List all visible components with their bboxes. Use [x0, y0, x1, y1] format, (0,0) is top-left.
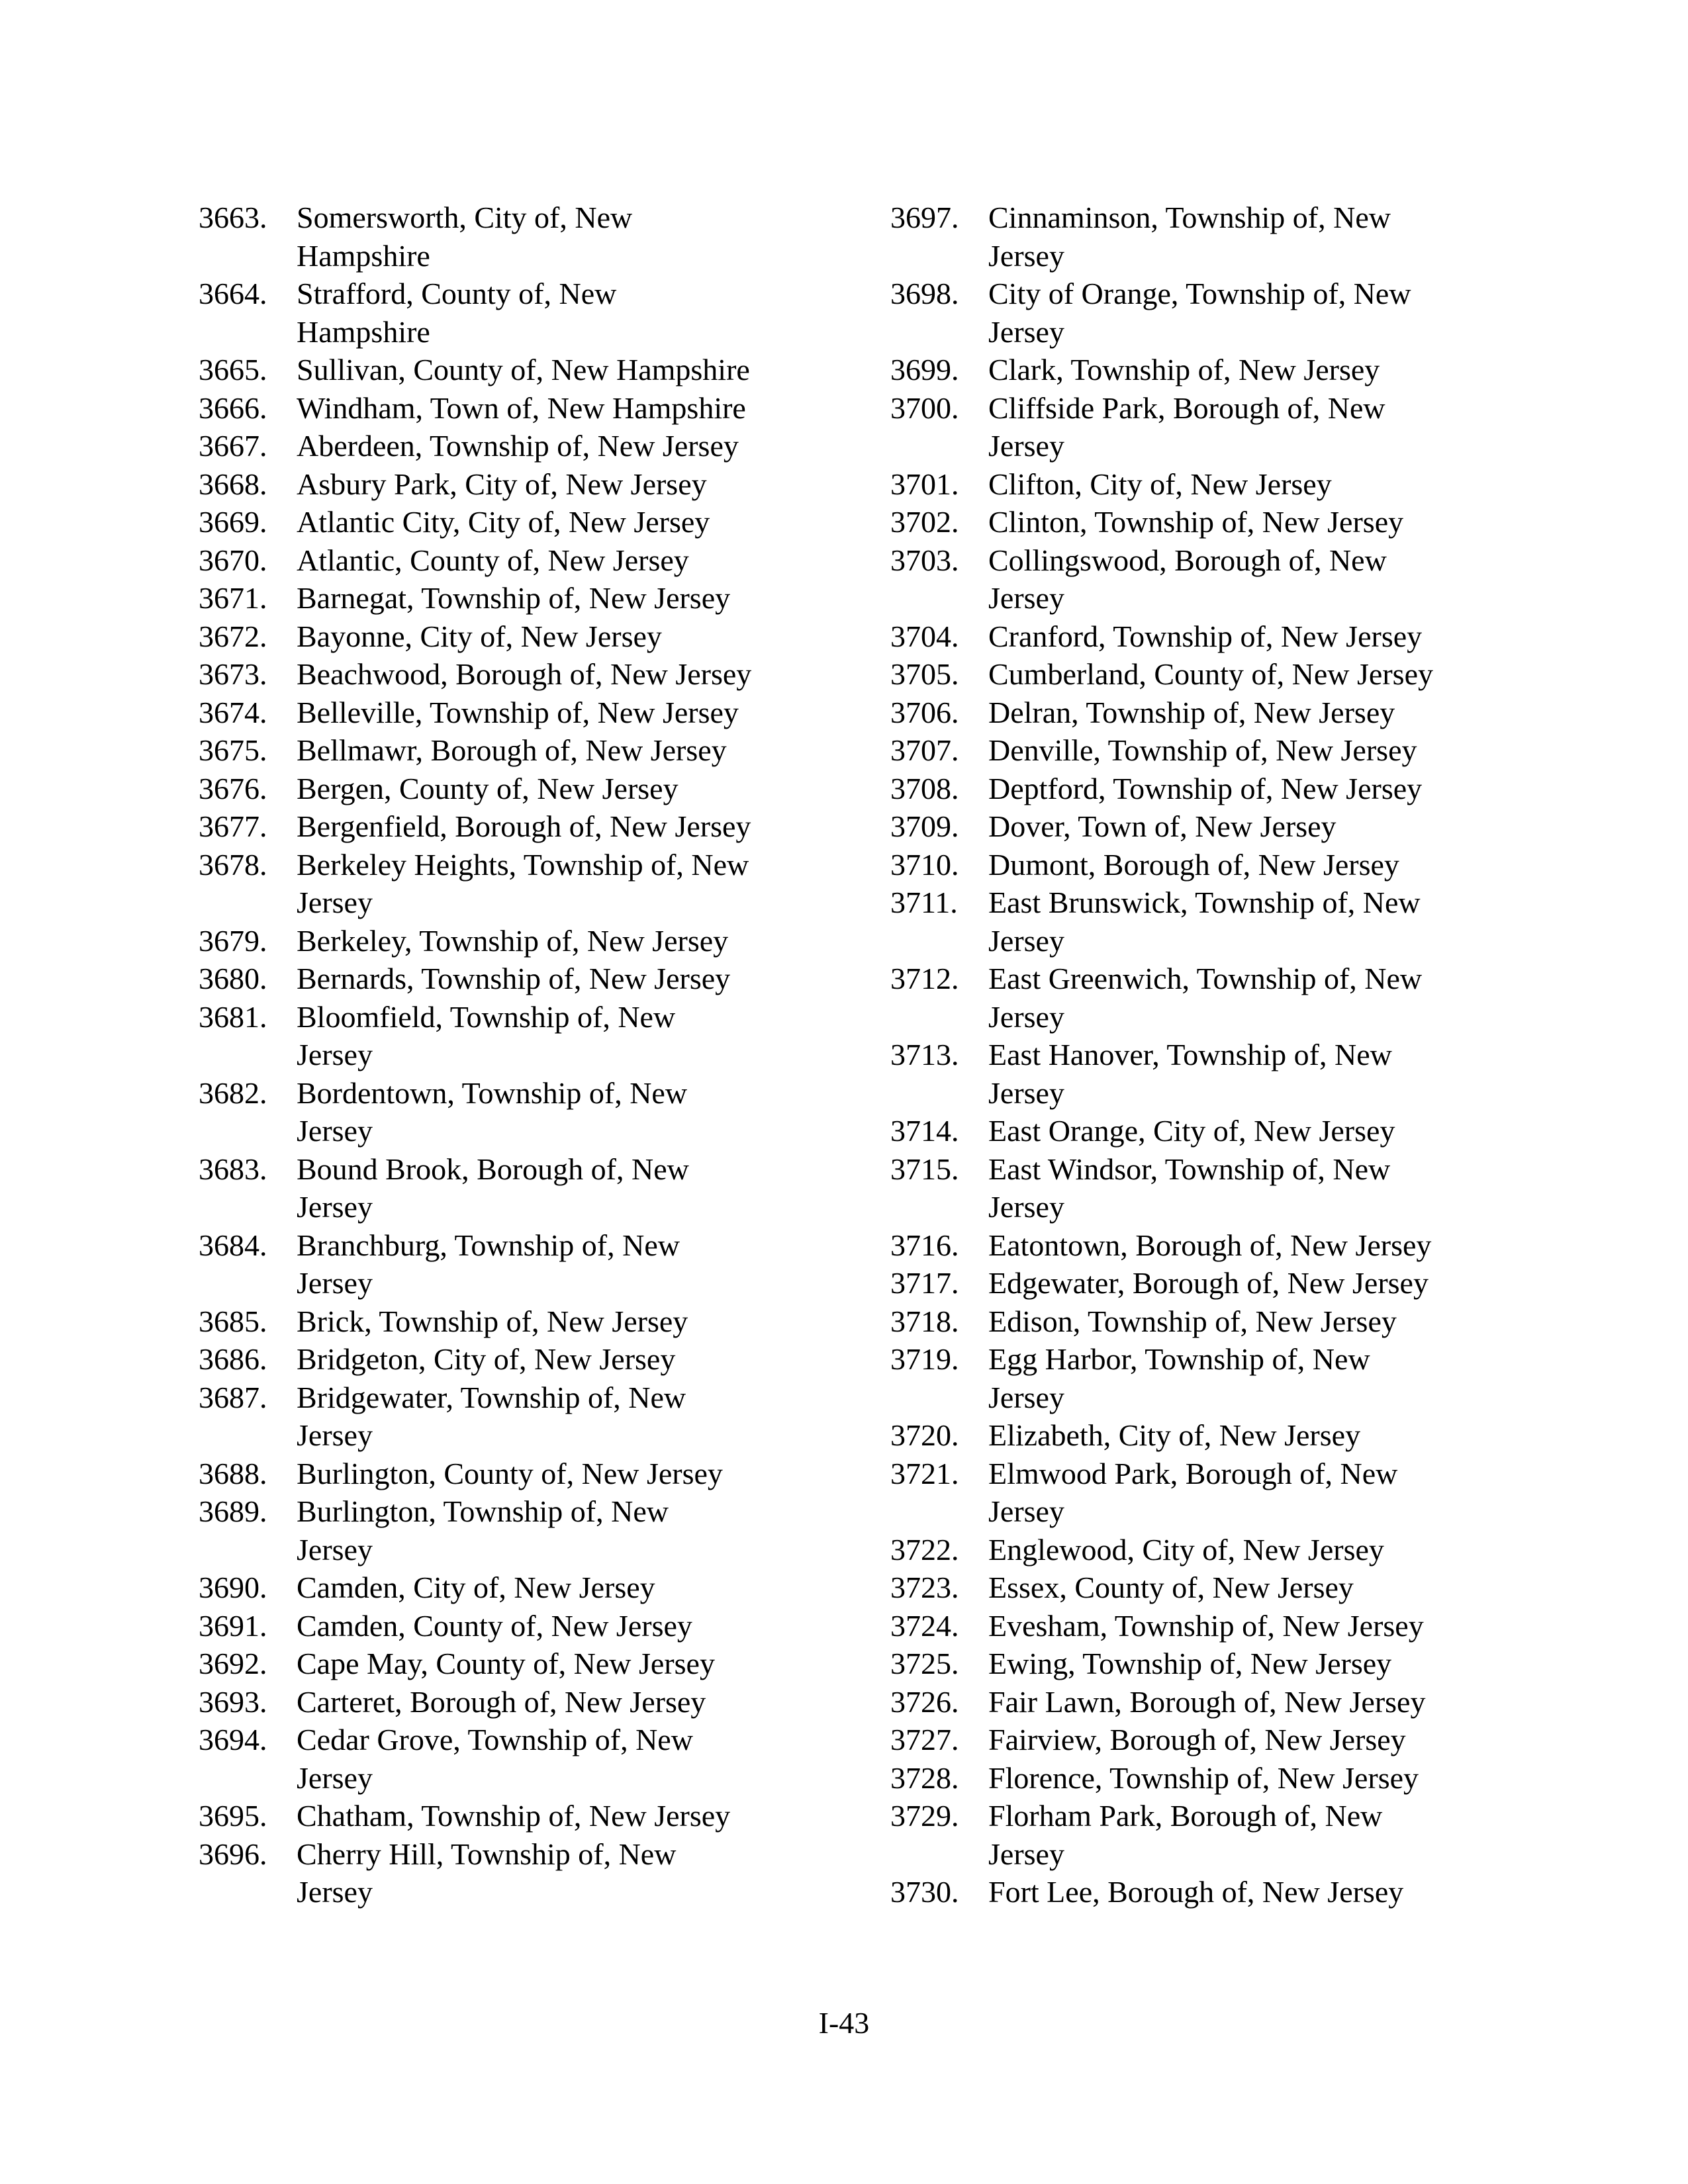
entry-number: 3677. [199, 809, 267, 843]
entry-line: Jersey [988, 1837, 1064, 1871]
entry-line: Jersey [297, 1190, 373, 1224]
entry-line: Cedar Grove, Township of, New [297, 1723, 693, 1756]
entry-text [988, 351, 1552, 389]
list-item [199, 427, 861, 465]
entry-line: Florham Park, Borough of, New [988, 1799, 1383, 1833]
entry-line: East Orange, City of, New Jersey [988, 1114, 1395, 1148]
entry-text [988, 731, 1552, 770]
entry-number: 3730. [890, 1875, 959, 1909]
entry-number: 3674. [199, 695, 267, 729]
entry-text [297, 1074, 861, 1150]
list-item [199, 541, 861, 580]
entry-number: 3664. [199, 277, 267, 310]
entry-number: 3727. [890, 1723, 959, 1756]
list-item [199, 389, 861, 428]
entry-line: Clifton, City of, New Jersey [988, 467, 1332, 501]
entry-line: Bergenfield, Borough of, New Jersey [297, 809, 751, 843]
entry-line: Carteret, Borough of, New Jersey [297, 1684, 706, 1719]
entry-line: Beachwood, Borough of, New Jersey [297, 657, 752, 691]
entry-text [988, 1264, 1552, 1302]
entry-line: Strafford, County of, New [297, 277, 617, 310]
entry-text [988, 1036, 1552, 1112]
entry-line: Englewood, City of, New Jersey [988, 1532, 1384, 1567]
entry-number: 3689. [199, 1494, 267, 1528]
entry-text [988, 1112, 1552, 1150]
entry-text [988, 1531, 1552, 1569]
list-item [890, 1455, 1552, 1531]
entry-number: 3695. [199, 1799, 267, 1833]
entry-text [988, 1607, 1552, 1645]
list-item [890, 807, 1552, 846]
left-column [199, 199, 861, 1911]
entry-number: 3690. [199, 1570, 267, 1604]
entry-text [988, 1416, 1552, 1455]
list-item [199, 579, 861, 617]
entry-text [297, 579, 861, 617]
list-item [199, 960, 861, 998]
entry-line: Bayonne, City of, New Jersey [297, 619, 662, 653]
entry-line: City of Orange, Township of, New [988, 277, 1411, 310]
list-item [890, 465, 1552, 504]
entry-number: 3729. [890, 1799, 959, 1833]
entry-number: 3703. [890, 543, 959, 577]
entry-text [297, 1302, 861, 1341]
entry-text [297, 275, 861, 351]
entry-number: 3691. [199, 1608, 267, 1643]
entry-number: 3682. [199, 1075, 267, 1110]
list-item [890, 1797, 1552, 1873]
entry-line: Cliffside Park, Borough of, New [988, 390, 1385, 425]
entry-text [297, 1683, 861, 1721]
entry-line: East Windsor, Township of, New [988, 1152, 1391, 1186]
entry-line: Jersey [297, 1875, 373, 1909]
entry-text [297, 655, 861, 694]
entry-line: Dumont, Borough of, New Jersey [988, 847, 1399, 882]
entry-number: 3715. [890, 1152, 959, 1186]
list-item [890, 655, 1552, 694]
entry-number: 3714. [890, 1114, 959, 1148]
entry-text [988, 275, 1552, 351]
entry-line: Clark, Township of, New Jersey [988, 353, 1380, 387]
entry-text [297, 1835, 861, 1911]
entry-line: Chatham, Township of, New Jersey [297, 1799, 731, 1833]
entry-text [297, 846, 861, 922]
entry-line: Jersey [988, 581, 1064, 615]
entry-number: 3724. [890, 1608, 959, 1643]
list-item [199, 731, 861, 770]
list-item [890, 1569, 1552, 1607]
entry-text [988, 1683, 1552, 1721]
list-item [890, 1226, 1552, 1265]
list-item [199, 922, 861, 960]
entry-line: Fairview, Borough of, New Jersey [988, 1723, 1406, 1756]
entry-line: Evesham, Township of, New Jersey [988, 1608, 1424, 1643]
entry-number: 3685. [199, 1304, 267, 1338]
entry-text [297, 1150, 861, 1226]
entry-line: Egg Harbor, Township of, New [988, 1342, 1370, 1376]
entry-number: 3712. [890, 962, 959, 995]
entry-number: 3706. [890, 695, 959, 729]
entry-line: Deptford, Township of, New Jersey [988, 771, 1423, 805]
entry-number: 3668. [199, 467, 267, 501]
entry-line: Camden, County of, New Jersey [297, 1608, 692, 1643]
list-item [199, 846, 861, 922]
entry-number: 3667. [199, 429, 267, 463]
list-item [199, 1721, 861, 1797]
list-item [199, 275, 861, 351]
list-item [890, 1112, 1552, 1150]
entry-text [988, 770, 1552, 808]
entry-text [297, 351, 861, 389]
entry-line: Delran, Township of, New Jersey [988, 695, 1395, 729]
entry-line: Florence, Township of, New Jersey [988, 1760, 1419, 1795]
entry-number: 3676. [199, 771, 267, 805]
list-item [890, 1531, 1552, 1569]
entry-number: 3692. [199, 1647, 267, 1680]
entry-line: Camden, City of, New Jersey [297, 1570, 655, 1604]
list-item [199, 694, 861, 732]
entry-line: Cranford, Township of, New Jersey [988, 619, 1423, 653]
list-item [890, 770, 1552, 808]
list-item [199, 770, 861, 808]
entry-text [297, 199, 861, 275]
entry-number: 3669. [199, 505, 267, 539]
entry-text [297, 1645, 861, 1683]
entry-line: Jersey [297, 1418, 373, 1452]
entry-number: 3675. [199, 733, 267, 767]
entry-line: Jersey [988, 1075, 1064, 1110]
entry-text [297, 1226, 861, 1302]
entry-text [297, 1607, 861, 1645]
list-item [199, 1150, 861, 1226]
entry-line: Burlington, County of, New Jersey [297, 1456, 723, 1490]
entry-text [297, 389, 861, 428]
list-item [199, 1797, 861, 1835]
entry-text [297, 694, 861, 732]
entry-line: Cinnaminson, Township of, New [988, 201, 1391, 234]
entry-number: 3720. [890, 1418, 959, 1452]
entry-number: 3693. [199, 1684, 267, 1719]
entry-number: 3707. [890, 733, 959, 767]
entry-line: Somersworth, City of, New [297, 201, 633, 234]
entry-line: East Brunswick, Township of, New [988, 886, 1421, 919]
list-item [890, 1416, 1552, 1455]
entry-line: Cherry Hill, Township of, New [297, 1837, 677, 1871]
entry-text [988, 1645, 1552, 1683]
entry-text [297, 617, 861, 656]
list-item [890, 884, 1552, 960]
entry-line: Berkeley Heights, Township of, New [297, 847, 749, 882]
entry-number: 3700. [890, 390, 959, 425]
list-item [199, 1835, 861, 1911]
right-column [890, 199, 1552, 1911]
entry-line: Ewing, Township of, New Jersey [988, 1647, 1392, 1680]
entry-line: Fort Lee, Borough of, New Jersey [988, 1875, 1404, 1909]
list-item [890, 389, 1552, 465]
entry-number: 3694. [199, 1723, 267, 1756]
entry-number: 3688. [199, 1456, 267, 1490]
list-item [199, 1074, 861, 1150]
entry-text [988, 1226, 1552, 1265]
entry-text [297, 1379, 861, 1455]
list-item [199, 503, 861, 541]
entry-number: 3678. [199, 847, 267, 882]
list-item [890, 1873, 1552, 1911]
list-item [890, 351, 1552, 389]
entry-line: Jersey [297, 1532, 373, 1567]
entry-line: Elmwood Park, Borough of, New [988, 1456, 1398, 1490]
list-item [890, 1264, 1552, 1302]
entry-text [297, 922, 861, 960]
list-item [890, 1759, 1552, 1797]
entry-number: 3702. [890, 505, 959, 539]
list-item [199, 998, 861, 1074]
entry-line: Jersey [988, 238, 1064, 273]
entry-number: 3683. [199, 1152, 267, 1186]
list-item [890, 541, 1552, 617]
list-item [890, 617, 1552, 656]
entry-line: Jersey [988, 314, 1064, 349]
entry-number: 3718. [890, 1304, 959, 1338]
list-item [890, 1150, 1552, 1226]
entry-number: 3699. [890, 353, 959, 387]
entry-text [988, 389, 1552, 465]
entry-line: Dover, Town of, New Jersey [988, 809, 1336, 843]
entry-number: 3680. [199, 962, 267, 995]
list-item [199, 351, 861, 389]
entry-number: 3697. [890, 201, 959, 234]
list-item [890, 694, 1552, 732]
entry-text [988, 465, 1552, 504]
entry-number: 3684. [199, 1228, 267, 1262]
entry-line: Bound Brook, Borough of, New [297, 1152, 689, 1186]
entry-number: 3709. [890, 809, 959, 843]
list-item [890, 199, 1552, 275]
entry-line: Burlington, Township of, New [297, 1494, 669, 1528]
entry-line: Jersey [988, 923, 1064, 958]
entry-line: Bordentown, Township of, New [297, 1075, 688, 1110]
list-item [199, 617, 861, 656]
list-item [890, 503, 1552, 541]
list-item [890, 275, 1552, 351]
entry-line: Elizabeth, City of, New Jersey [988, 1418, 1361, 1452]
entry-number: 3671. [199, 581, 267, 615]
entry-text [988, 1340, 1552, 1416]
entry-text [988, 884, 1552, 960]
entry-number: 3679. [199, 923, 267, 958]
entry-text [988, 655, 1552, 694]
entry-line: Windham, Town of, New Hampshire [297, 390, 746, 425]
entry-number: 3687. [199, 1380, 267, 1414]
entry-line: Bloomfield, Township of, New [297, 999, 676, 1034]
entry-text [297, 465, 861, 504]
entry-line: Branchburg, Township of, New [297, 1228, 680, 1262]
entry-text [988, 1873, 1552, 1911]
entry-text [988, 1455, 1552, 1531]
entry-number: 3710. [890, 847, 959, 882]
list-item [199, 465, 861, 504]
list-item [199, 1226, 861, 1302]
entry-number: 3681. [199, 999, 267, 1034]
entry-line: Jersey [988, 1190, 1064, 1224]
entry-line: Jersey [297, 1266, 373, 1300]
entry-text [297, 1455, 861, 1493]
list-item [199, 1683, 861, 1721]
entry-number: 3701. [890, 467, 959, 501]
entry-number: 3711. [890, 886, 958, 919]
entry-line: East Hanover, Township of, New [988, 1038, 1392, 1071]
entry-number: 3670. [199, 543, 267, 577]
entry-number: 3721. [890, 1456, 959, 1490]
entry-text [297, 503, 861, 541]
list-item [890, 1721, 1552, 1759]
entry-text [988, 1721, 1552, 1759]
entry-number: 3673. [199, 657, 267, 691]
entry-line: Sullivan, County of, New Hampshire [297, 353, 750, 387]
entry-text [988, 1759, 1552, 1797]
entry-text [988, 807, 1552, 846]
list-item [199, 655, 861, 694]
entry-line: Jersey [988, 429, 1064, 463]
entry-number: 3672. [199, 619, 267, 653]
list-item [890, 1645, 1552, 1683]
entry-line: Atlantic City, City of, New Jersey [297, 505, 710, 539]
list-item [199, 1455, 861, 1493]
list-item [199, 199, 861, 275]
entry-line: Bridgewater, Township of, New [297, 1380, 686, 1414]
entry-line: Brick, Township of, New Jersey [297, 1304, 688, 1338]
list-item [890, 960, 1552, 1036]
entry-number: 3696. [199, 1837, 267, 1871]
entry-number: 3665. [199, 353, 267, 387]
entry-line: East Greenwich, Township of, New [988, 962, 1423, 995]
entry-line: Jersey [988, 1380, 1064, 1414]
entry-line: Essex, County of, New Jersey [988, 1570, 1354, 1604]
entry-number: 3726. [890, 1684, 959, 1719]
entry-text [297, 541, 861, 580]
entry-line: Clinton, Township of, New Jersey [988, 505, 1404, 539]
entry-line: Jersey [297, 1760, 373, 1795]
entry-number: 3663. [199, 201, 267, 234]
entry-number: 3713. [890, 1038, 959, 1071]
list-item [890, 846, 1552, 884]
list-item [890, 1036, 1552, 1112]
list-item [199, 1645, 861, 1683]
entry-number: 3704. [890, 619, 959, 653]
list-item [890, 1302, 1552, 1341]
list-item [199, 1607, 861, 1645]
entry-line: Hampshire [297, 238, 430, 273]
entry-text [297, 731, 861, 770]
entry-text [988, 1569, 1552, 1607]
entry-text [988, 541, 1552, 617]
entry-text [988, 694, 1552, 732]
entry-number: 3723. [890, 1570, 959, 1604]
entry-line: Cape May, County of, New Jersey [297, 1647, 715, 1680]
list-item [199, 1379, 861, 1455]
entry-line: Bergen, County of, New Jersey [297, 771, 679, 805]
entry-line: Jersey [297, 1038, 373, 1071]
entry-number: 3719. [890, 1342, 959, 1376]
page-number: I-43 [818, 2006, 870, 2040]
list-item [890, 1607, 1552, 1645]
entry-line: Eatontown, Borough of, New Jersey [988, 1228, 1432, 1262]
entry-text [988, 199, 1552, 275]
entry-number: 3698. [890, 277, 959, 310]
entry-text [988, 846, 1552, 884]
entry-number: 3717. [890, 1266, 959, 1300]
entry-line: Bridgeton, City of, New Jersey [297, 1342, 676, 1376]
entry-line: Edgewater, Borough of, New Jersey [988, 1266, 1429, 1300]
list-item [199, 1492, 861, 1569]
entry-text [297, 427, 861, 465]
entry-number: 3708. [890, 771, 959, 805]
entry-line: Aberdeen, Township of, New Jersey [297, 429, 739, 463]
entry-line: Berkeley, Township of, New Jersey [297, 923, 729, 958]
entry-number: 3722. [890, 1532, 959, 1567]
entry-text [988, 960, 1552, 1036]
list-item [199, 807, 861, 846]
list-item [890, 1340, 1552, 1416]
entry-number: 3716. [890, 1228, 959, 1262]
entry-line: Belleville, Township of, New Jersey [297, 695, 739, 729]
entry-text [297, 998, 861, 1074]
entry-text [988, 1302, 1552, 1341]
entry-number: 3728. [890, 1760, 959, 1795]
entry-text [297, 770, 861, 808]
entry-line: Edison, Township of, New Jersey [988, 1304, 1397, 1338]
entry-line: Jersey [988, 999, 1064, 1034]
entry-text [988, 1150, 1552, 1226]
entry-line: Cumberland, County of, New Jersey [988, 657, 1433, 691]
entry-line: Asbury Park, City of, New Jersey [297, 467, 707, 501]
entry-text [297, 1569, 861, 1607]
entry-text [297, 1492, 861, 1569]
entry-text [988, 617, 1552, 656]
entry-number: 3705. [890, 657, 959, 691]
entry-number: 3725. [890, 1647, 959, 1680]
entry-line: Jersey [988, 1494, 1064, 1528]
entry-number: 3666. [199, 390, 267, 425]
entry-line: Jersey [297, 886, 373, 919]
entry-line: Denville, Township of, New Jersey [988, 733, 1417, 767]
list-item [890, 1683, 1552, 1721]
entry-number: 3686. [199, 1342, 267, 1376]
entry-line: Hampshire [297, 314, 430, 349]
entry-text [297, 960, 861, 998]
entry-line: Bernards, Township of, New Jersey [297, 962, 731, 995]
entry-text [988, 503, 1552, 541]
entry-line: Fair Lawn, Borough of, New Jersey [988, 1684, 1426, 1719]
list-item [199, 1340, 861, 1379]
list-item [199, 1302, 861, 1341]
entry-line: Atlantic, County of, New Jersey [297, 543, 689, 577]
entry-text [297, 1721, 861, 1797]
entry-line: Jersey [297, 1114, 373, 1148]
list-item [890, 731, 1552, 770]
entry-text [297, 1797, 861, 1835]
entry-text [988, 1797, 1552, 1873]
list-item [199, 1569, 861, 1607]
entry-text [297, 1340, 861, 1379]
entry-text [297, 807, 861, 846]
entry-line: Collingswood, Borough of, New [988, 543, 1387, 577]
entry-line: Barnegat, Township of, New Jersey [297, 581, 731, 615]
entry-line: Bellmawr, Borough of, New Jersey [297, 733, 727, 767]
